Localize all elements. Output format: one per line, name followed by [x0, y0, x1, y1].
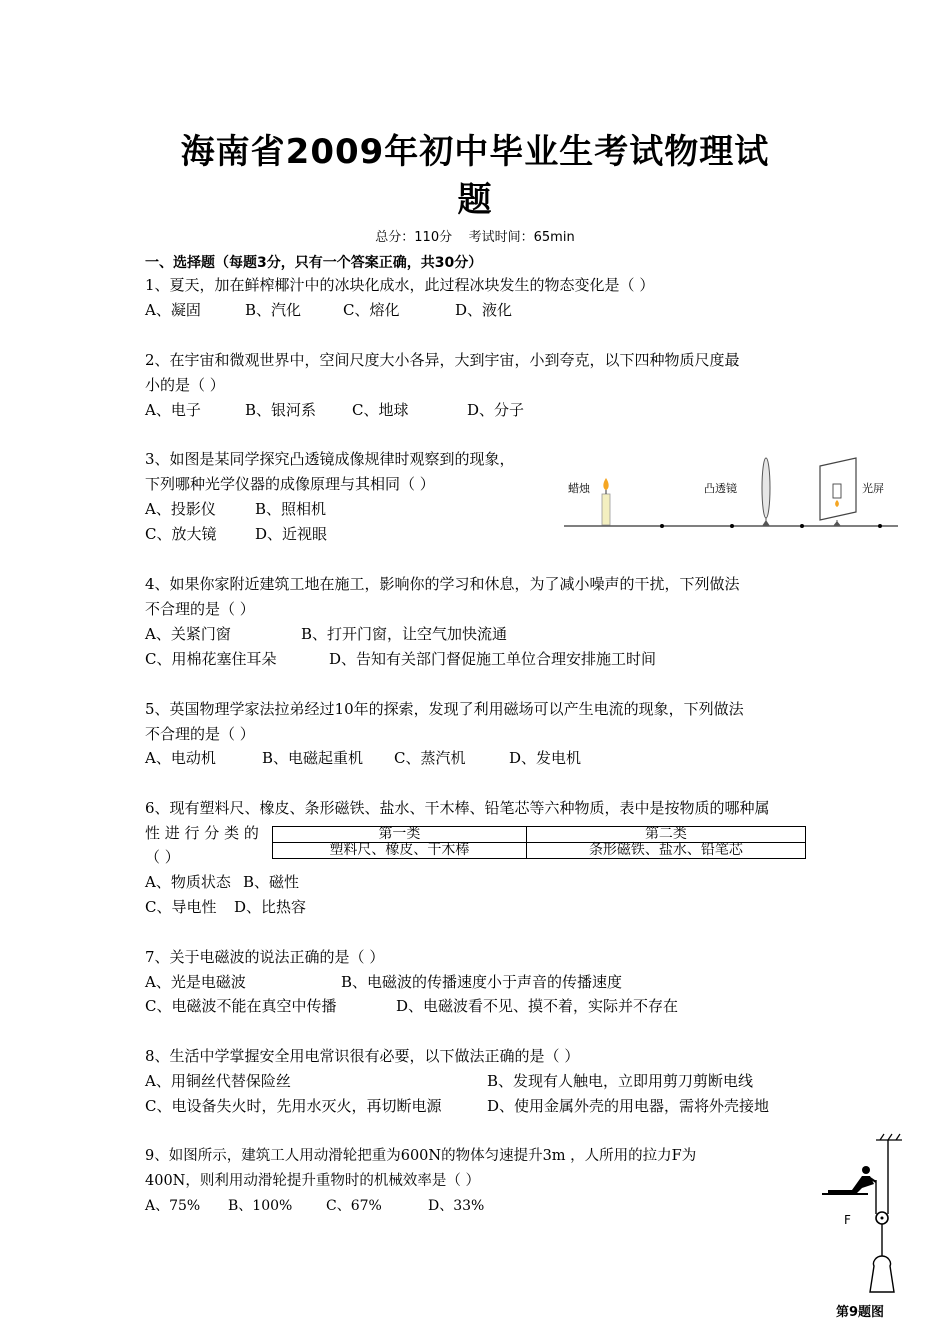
screen-label: 光屏 — [862, 482, 884, 495]
force-label: F — [844, 1213, 851, 1227]
q9-option-c: C、67% — [326, 1198, 382, 1214]
q8-option-d: D、使用金属外壳的用电器，需将外壳接地 — [487, 1097, 770, 1115]
exam-subtitle — [0, 226, 950, 245]
convex-lens-icon — [762, 458, 770, 526]
exam-title-line-2: 题 — [457, 180, 493, 220]
q3-option-a: A、投影仪 — [145, 500, 216, 518]
q3-stem-line-2: 下列哪种光学仪器的成像原理与其相同（ ） — [145, 475, 435, 493]
q4-option-d: D、告知有关部门督促施工单位合理安排施工时间 — [329, 650, 657, 668]
exam-time: 考试时间：65min — [468, 230, 575, 245]
q9-option-a: A、75% — [145, 1198, 201, 1214]
q3-stem-line-1: 3、如图是某同学探究凸透镜成像规律时观察到的现象， — [145, 450, 515, 468]
q4-option-b: B、打开门窗，让空气加快流通 — [301, 625, 508, 643]
bench-mark — [800, 524, 804, 528]
q7-stem: 7、关于电磁波的说法正确的是（ ） — [145, 948, 385, 966]
bench-mark — [878, 524, 882, 528]
q3-option-c: C、放大镜 — [145, 525, 217, 543]
q9-stem-line-2: 400N，则利用动滑轮提升重物时的机械效率是（ ） — [145, 1173, 480, 1189]
q6-option-d: D、比热容 — [234, 898, 307, 916]
q8-option-c: C、电设备失火时，先用水灭火，再切断电源 — [145, 1097, 442, 1115]
q7-option-a: A、光是电磁波 — [145, 973, 246, 991]
q5-option-a: A、电动机 — [145, 749, 216, 767]
q3-option-d: D、近视眼 — [255, 525, 328, 543]
q1-option-c: C、熔化 — [343, 301, 400, 319]
q7-option-d: D、电磁波看不见、摸不着，实际并不存在 — [396, 997, 679, 1015]
table-header-cell: 第一类 — [273, 827, 527, 843]
q2-option-c: C、地球 — [352, 401, 409, 419]
q1-option-a: A、凝固 — [145, 301, 201, 319]
table-header-row — [273, 827, 806, 843]
bench-mark — [730, 524, 734, 528]
q6-stem-line-2: 性 进 行 分 类 的 — [145, 824, 259, 842]
q5-stem-line-2: 不合理的是（ ） — [145, 725, 255, 743]
worker-icon — [828, 1166, 876, 1194]
q1-option-b: B、汽化 — [245, 301, 302, 319]
pulley-figure — [822, 1132, 932, 1322]
q2-option-a: A、电子 — [145, 401, 201, 419]
table-cell: 塑料尺、橡皮、干木棒 — [273, 843, 527, 859]
q2-option-d: D、分子 — [467, 401, 525, 419]
section-heading: 一、选择题（每题3分，只有一个答案正确，共30分） — [145, 255, 483, 271]
q8-stem: 8、生活中学掌握安全用电常识很有必要，以下做法正确的是（ ） — [145, 1047, 580, 1065]
q5-stem-line-1: 5、英国物理学家法拉弟经过10年的探索，发现了利用磁场可以产生电流的现象，下列做法 — [145, 700, 744, 718]
q9-stem-line-1: 9、如图所示，建筑工人用动滑轮把重为600N的物体匀速提升3m ，人所用的拉力F为 — [145, 1148, 697, 1164]
q3-option-b: B、照相机 — [255, 500, 327, 518]
q7-option-c: C、电磁波不能在真空中传播 — [145, 997, 337, 1015]
q4-stem-line-2: 不合理的是（ ） — [145, 600, 255, 618]
exam-title-line-1: 海南省2009年初中毕业生考试物理试 — [180, 132, 770, 172]
q8-option-a: A、用铜丝代替保险丝 — [145, 1072, 291, 1090]
weight-bag-icon — [870, 1256, 894, 1292]
q6-option-a: A、物质状态 — [145, 873, 231, 891]
q6-option-b: B、磁性 — [243, 873, 300, 891]
q6-stem-line-3: （ ） — [145, 848, 180, 866]
q7-option-b: B、电磁波的传播速度小于声音的传播速度 — [341, 973, 623, 991]
candle-icon — [602, 478, 610, 525]
table-header-cell: 第二类 — [526, 827, 805, 843]
total-score: 总分：110分 — [375, 230, 453, 245]
q4-stem-line-1: 4、如果你家附近建筑工地在施工，影响你的学习和休息，为了减小噪声的干扰，下列做法 — [145, 575, 740, 593]
candle-label: 蜡烛 — [568, 482, 590, 495]
lens-label: 凸透镜 — [704, 482, 737, 495]
q6-stem-line-1: 6、现有塑料尺、橡皮、条形磁铁、盐水、干木棒、铅笔芯等六种物质，表中是按物质的哪种属 — [145, 799, 770, 817]
q4-option-a: A、关紧门窗 — [145, 625, 231, 643]
ceiling-hatch-icon — [876, 1134, 902, 1140]
table-row — [273, 843, 806, 859]
q6-option-c: C、导电性 — [145, 898, 217, 916]
q9-option-d: D、33% — [428, 1198, 485, 1214]
table-cell: 条形磁铁、盐水、铅笔芯 — [526, 843, 805, 859]
bench-mark — [660, 524, 664, 528]
screen-icon — [820, 458, 856, 526]
q5-option-b: B、电磁起重机 — [262, 749, 364, 767]
classification-table — [272, 826, 806, 859]
q2-option-b: B、银河系 — [245, 401, 317, 419]
q8-option-b: B、发现有人触电，立即用剪刀剪断电线 — [487, 1072, 754, 1090]
figure-caption: 第9题图 — [836, 1305, 885, 1320]
q9-option-b: B、100% — [228, 1198, 293, 1214]
q2-stem-line-1: 2、在宇宙和微观世界中，空间尺度大小各异，大到宇宙，小到夸克，以下四种物质尺度最 — [145, 351, 740, 369]
lens-experiment-figure — [562, 448, 902, 532]
q1-stem: 1、夏天，加在鲜榨椰汁中的冰块化成水，此过程冰块发生的物态变化是（ ） — [145, 276, 655, 294]
q2-stem-line-2: 小的是（ ） — [145, 376, 225, 394]
q5-option-c: C、蒸汽机 — [394, 749, 466, 767]
movable-pulley-icon — [876, 1212, 888, 1256]
q5-option-d: D、发电机 — [509, 749, 582, 767]
q1-option-d: D、液化 — [455, 301, 513, 319]
q4-option-c: C、用棉花塞住耳朵 — [145, 650, 277, 668]
